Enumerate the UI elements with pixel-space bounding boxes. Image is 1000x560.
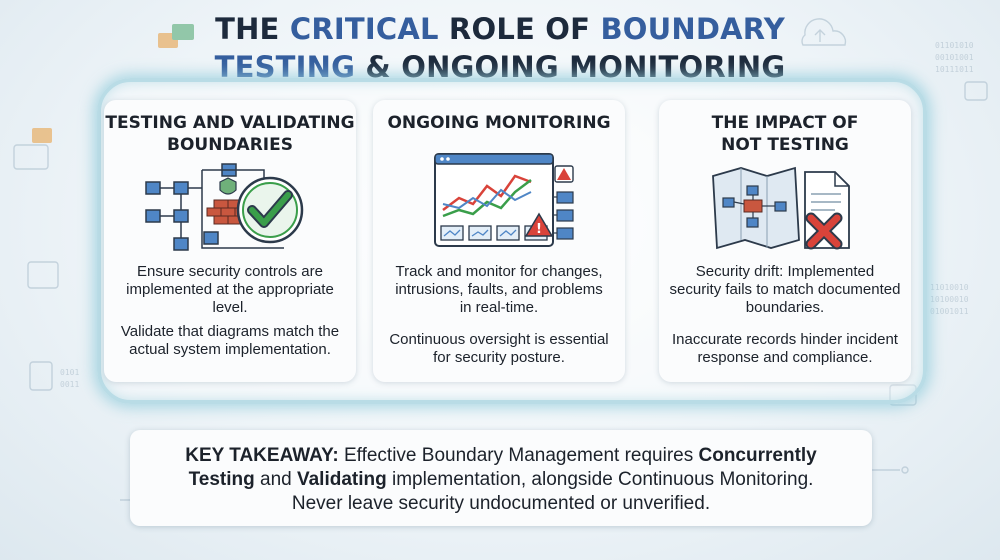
svg-text:0101: 0101 — [60, 368, 80, 377]
card-paragraph-2: Inaccurate records hinder incident response and compliance. — [672, 331, 898, 366]
card-paragraph-1: Ensure security controls are implemented at the appropriate level. — [126, 263, 334, 316]
card-title: THE IMPACT OF NOT TESTING — [711, 113, 859, 155]
title-line-1: THE CRITICAL ROLE OF BOUNDARY — [215, 12, 785, 46]
takeaway-line-3: Never leave security undocumented or unverified. — [291, 493, 711, 514]
card-paragraph-1: Track and monitor for changes, intrusions, faults, and problems in real-time. — [395, 263, 603, 316]
svg-text:01001011: 01001011 — [930, 307, 969, 316]
title-line-2: TESTING & ONGOING MONITORING — [214, 50, 786, 84]
svg-text:01101010: 01101010 — [935, 41, 974, 50]
takeaway-line-1: KEY TAKEAWAY: Effective Boundary Management requires Concurrently — [185, 445, 817, 466]
svg-text:00101001: 00101001 — [935, 53, 974, 62]
card-ongoing-monitoring — [373, 100, 625, 382]
card-paragraph-1: Security drift: Implemented security fails to match documented boundaries. — [669, 263, 901, 316]
card-testing-validating — [104, 100, 356, 382]
page-title — [0, 10, 1000, 86]
card-title: ONGOING MONITORING — [387, 113, 611, 133]
svg-text:!: ! — [536, 222, 542, 237]
svg-text:10111011: 10111011 — [935, 65, 974, 74]
svg-text:10100010: 10100010 — [930, 295, 969, 304]
svg-text:0011: 0011 — [60, 380, 80, 389]
flowchart-firewall-checkmark-icon — [144, 160, 314, 255]
takeaway-line-2: Testing and Validating implementation, alongside Continuous Monitoring. — [188, 469, 814, 490]
key-takeaway-box — [130, 430, 872, 526]
card-paragraph-2: Continuous oversight is essential for security posture. — [389, 331, 609, 366]
card-title: TESTING AND VALIDATING BOUNDARIES — [105, 113, 355, 155]
card-paragraph-2: Validate that diagrams match the actual system implementation. — [120, 323, 340, 358]
svg-text:11010010: 11010010 — [930, 283, 969, 292]
monitoring-dashboard-icon — [431, 152, 581, 252]
broken-map-document-x-icon — [707, 162, 867, 257]
card-impact-not-testing — [659, 100, 911, 382]
